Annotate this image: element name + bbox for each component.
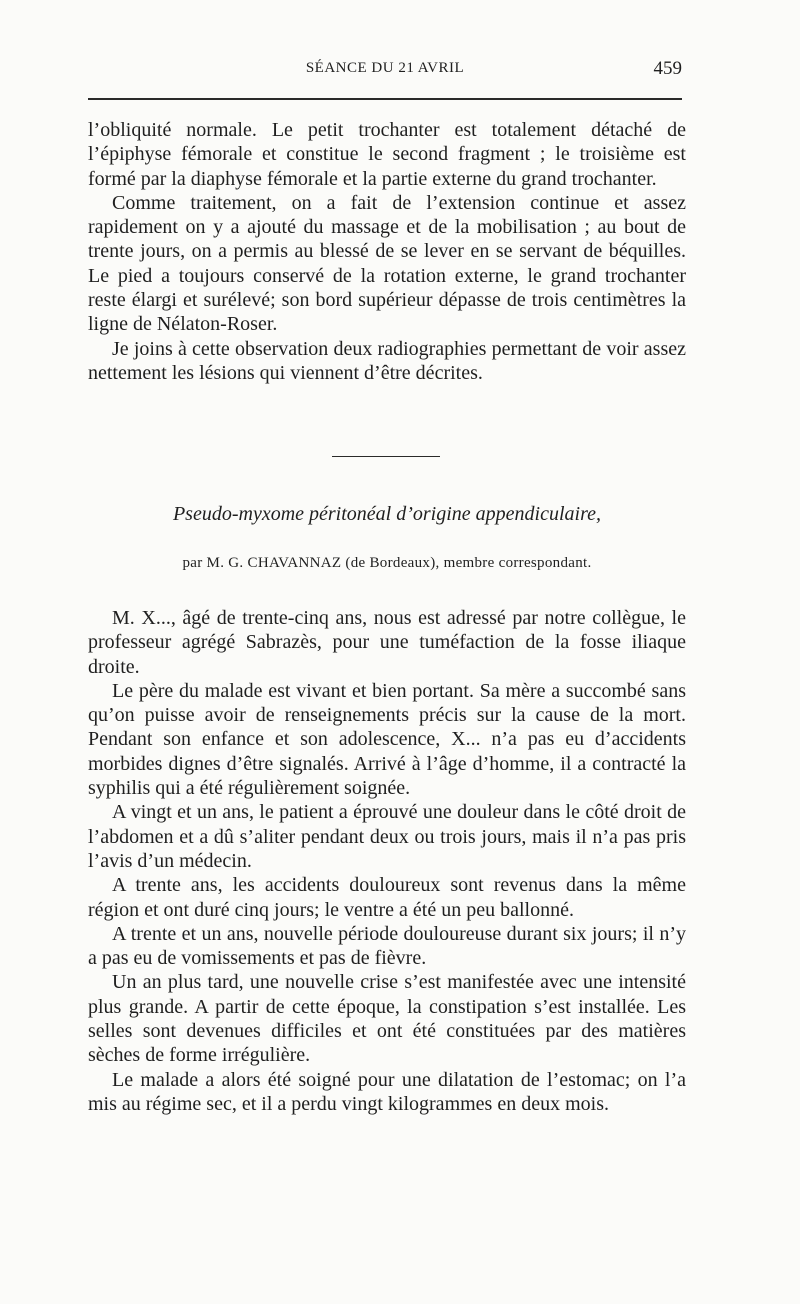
- paragraph: Un an plus tard, une nouvelle crise s’est manifestée avec une intensité plus grande. A partir de cette époque, la constipation s’est installée. Les selles sont devenues difficiles et ont été constituées par des matières sèches de forme irrégulière.: [88, 971, 686, 1067]
- paragraph: A trente et un ans, nouvelle période douloureuse durant six jours; il n’y a pas eu de vomissements et pas de fièvre.: [88, 922, 686, 970]
- section-divider: [332, 456, 440, 457]
- paragraph: Le malade a alors été soigné pour une dilatation de l’estomac; on l’a mis au régime sec, et il a perdu vingt kilogrammes en deux mois.: [88, 1068, 686, 1115]
- paragraph: A vingt et un ans, le patient a éprouvé une douleur dans le côté droit de l’abdomen et a dû s’aliter pendant deux ou trois jours, mais il n’a pas pris l’avis d’un médecin.: [88, 801, 686, 872]
- paragraph: Comme traitement, on a fait de l’extension continue et assez rapidement on y a ajouté du massage et de la mobilisation ; au bout de trente jours, on a permis au blessé de se lever en se servant de béquilles. Le pied a toujours conservé de la rotation externe, le grand trochanter reste élargi et surélevé; son bord supérieur dépasse de trois centimètres la ligne de Nélaton-Roser.: [88, 191, 686, 336]
- page-number: 459: [653, 58, 682, 79]
- running-title: SÉANCE DU 21 AVRIL: [305, 60, 465, 76]
- text-block-article: [88, 606, 686, 1116]
- paragraph: Le père du malade est vivant et bien portant. Sa mère a succombé sans qu’on puisse avoir de renseignements précis sur la cause de la mort. Pendant son enfance et son adolescence, X... n’a pas eu d’accidents morbides dignes d’être signalés. Arrivé à l’âge d’homme, il a contracté la syphilis qui a été régulièrement soignée.: [88, 679, 686, 800]
- running-header: [88, 60, 682, 82]
- text-block-continued: [88, 118, 686, 385]
- header-rule: [88, 98, 682, 100]
- paragraph: M. X..., âgé de trente-cinq ans, nous est adressé par notre collègue, le professeur agrégé Sabrazès, pour une tuméfaction de la fosse iliaque droite.: [88, 607, 686, 678]
- paragraph: Je joins à cette observation deux radiographies permettant de voir assez nettement les lésions qui viennent d’être décrites.: [88, 337, 686, 384]
- paragraph: l’obliquité normale. Le petit trochanter est totalement détaché de l’épiphyse fémorale et constitue le second fragment ; le troisième est formé par la diaphyse fémorale et la partie externe du grand trochanter.: [88, 119, 686, 190]
- article-title: Pseudo-myxome péritonéal d’origine appendiculaire,: [172, 503, 602, 525]
- paragraph: A trente ans, les accidents douloureux sont revenus dans la même région et ont duré cinq jours; le ventre a été un peu ballonné.: [88, 874, 686, 921]
- article-byline: par M. G. CHAVANNAZ (de Bordeaux), membre correspondant.: [182, 555, 592, 571]
